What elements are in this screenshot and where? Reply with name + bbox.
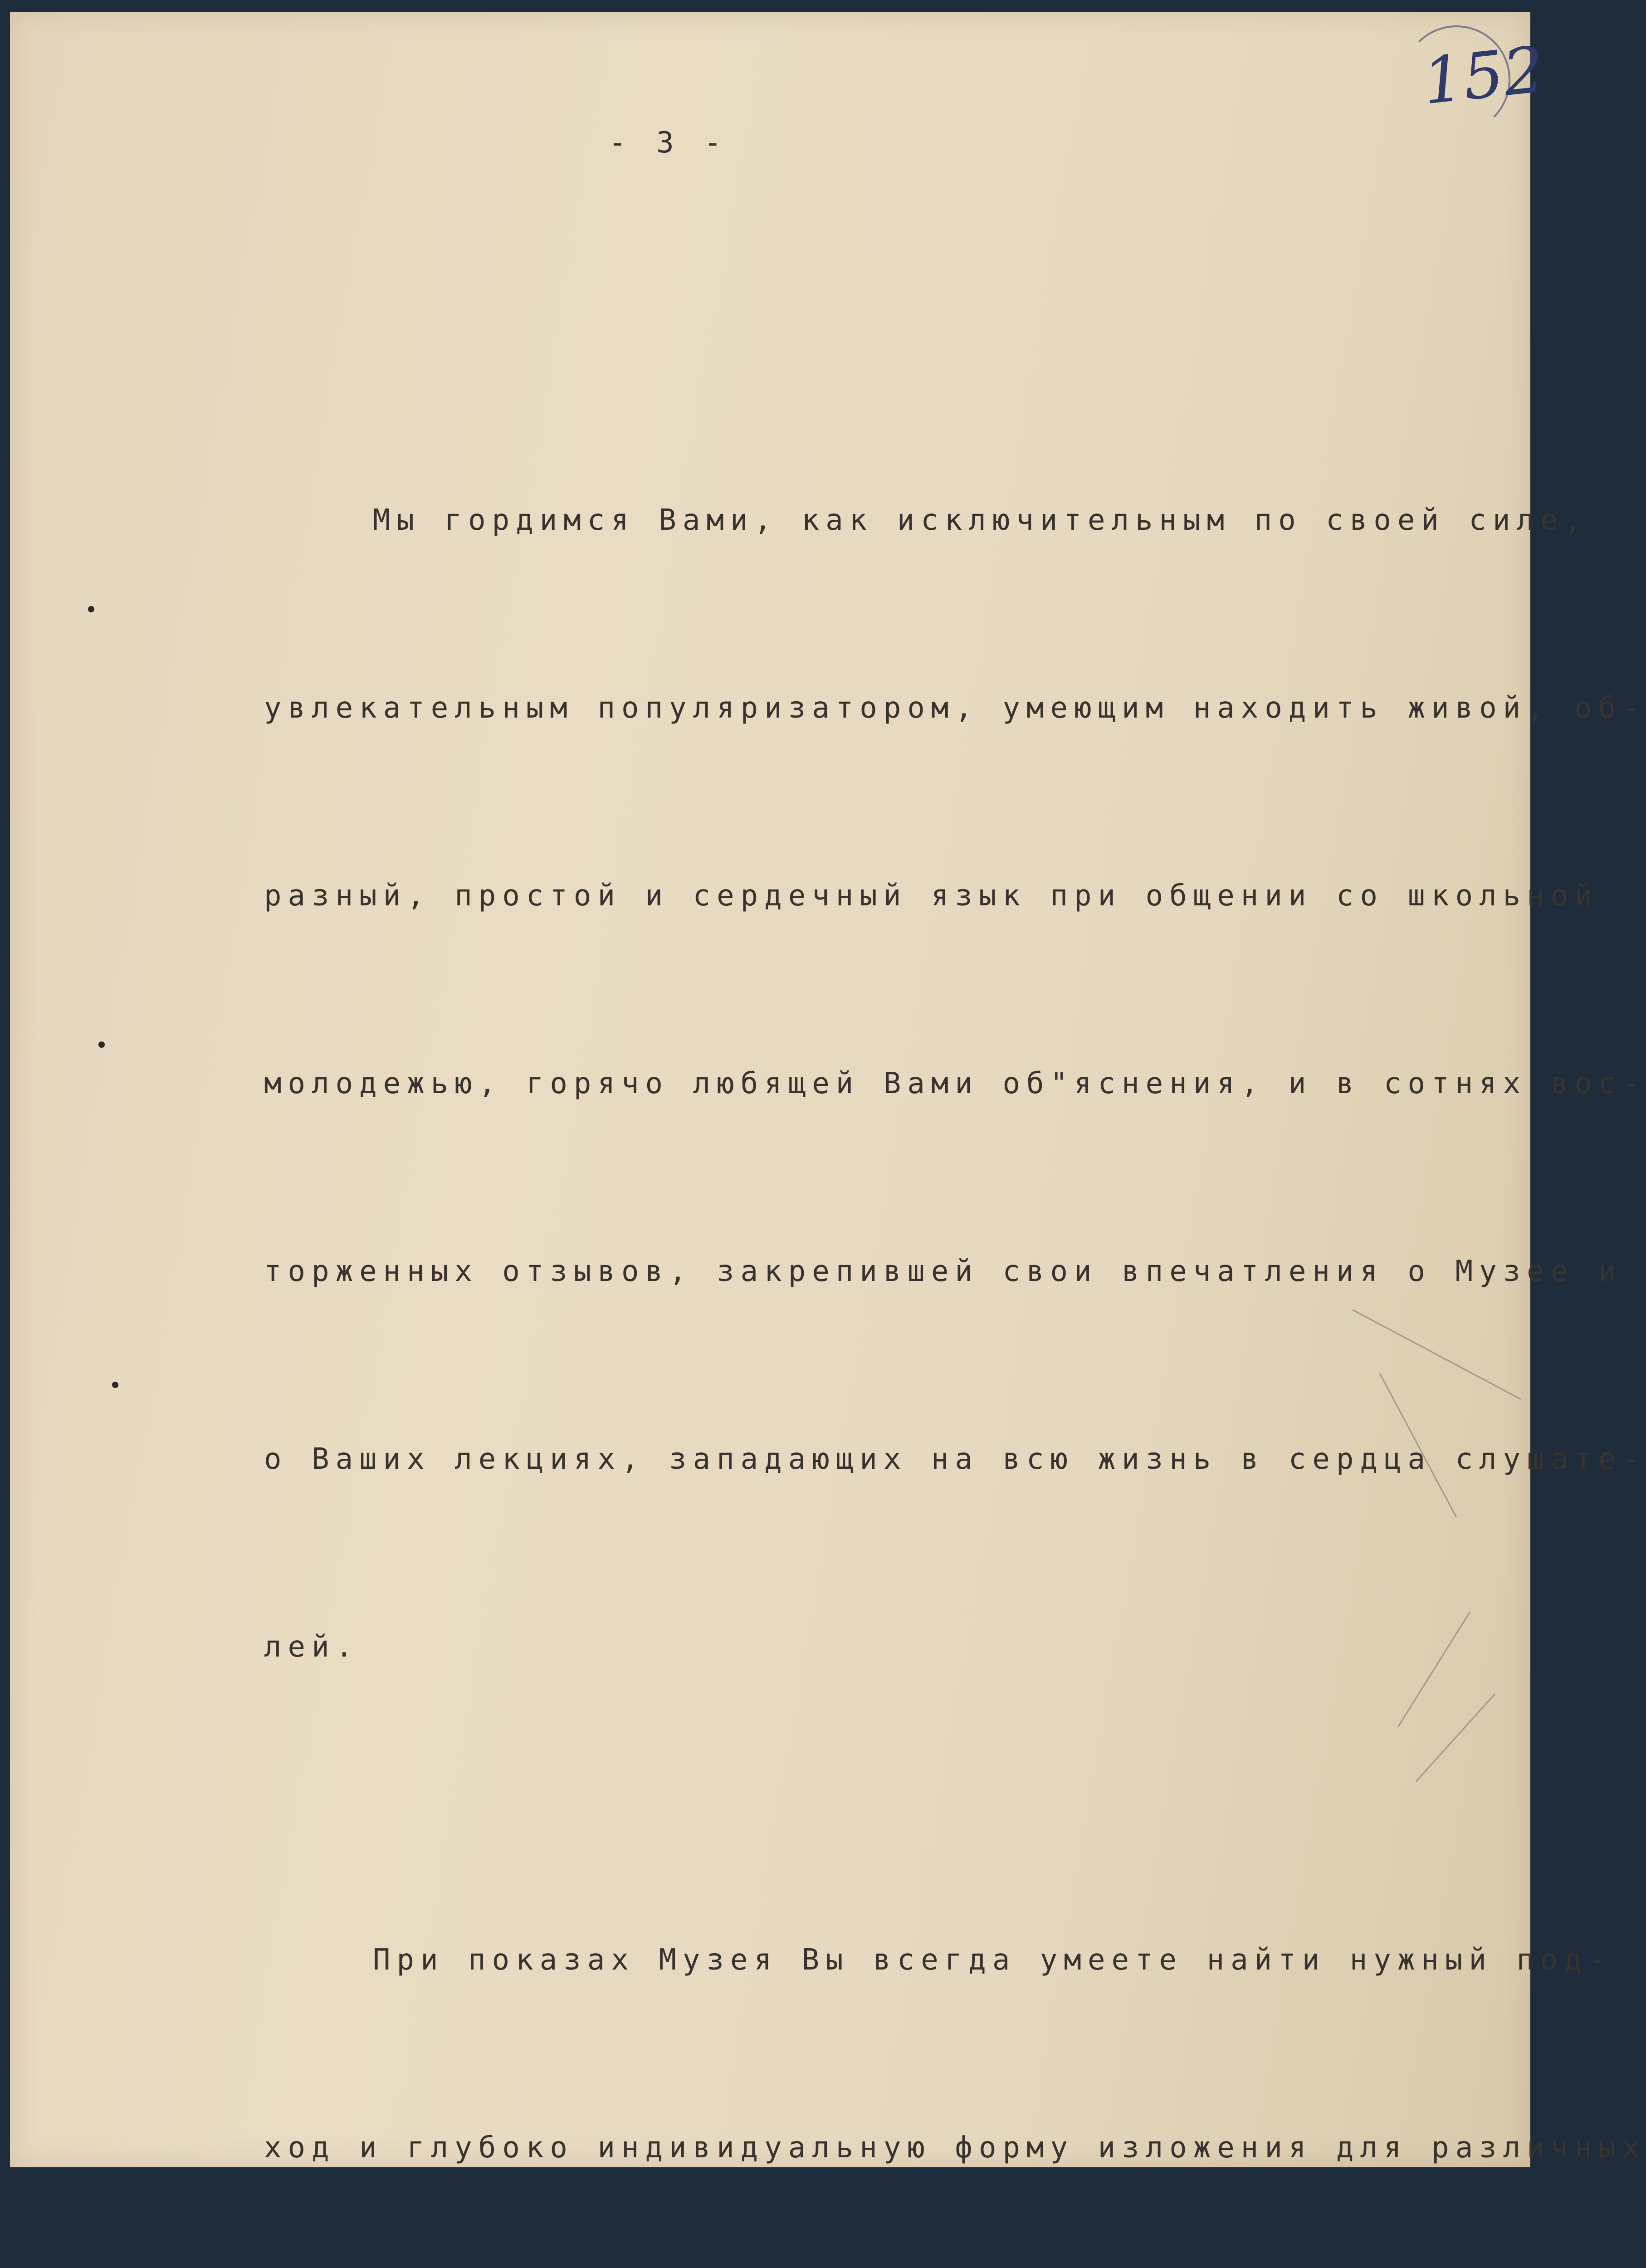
paragraph-2-line-2: ход и глубоко индивидуальную форму изложения для различных [264, 2131, 1646, 2165]
document-page [10, 12, 1646, 2167]
paragraph-1-line-6: о Ваших лекциях, западающих на всю жизнь в сердца слушате- [264, 1442, 1646, 1476]
page-number: - 3 - [609, 126, 728, 160]
margin-speck [88, 606, 94, 612]
paragraph-2-line-1: При показах Музея Вы всегда умеете найти нужный под- [373, 1943, 1612, 1977]
letter-body [264, 239, 1646, 2268]
archive-folio-number: 152 [1419, 33, 1548, 119]
paragraph-1-line-1: Мы гордимся Вами, как исключительным по своей силе, [373, 503, 1588, 537]
paragraph-1-line-3: разный, простой и сердечный язык при общении со школьной [264, 879, 1598, 913]
paragraph-1-line-2: увлекательным популяризатором, умеющим находить живой, об- [264, 691, 1646, 725]
margin-speck [112, 1382, 118, 1388]
margin-speck [98, 1041, 105, 1048]
paragraph-1-line-4: молодежью, горячо любящей Вами об"яснения, и в сотнях вос- [264, 1067, 1646, 1100]
paragraph-1-line-5: торженных отзывов, закрепившей свои впечатления о Музее и [264, 1255, 1622, 1288]
paragraph-1-line-7: лей. [264, 1630, 360, 1664]
